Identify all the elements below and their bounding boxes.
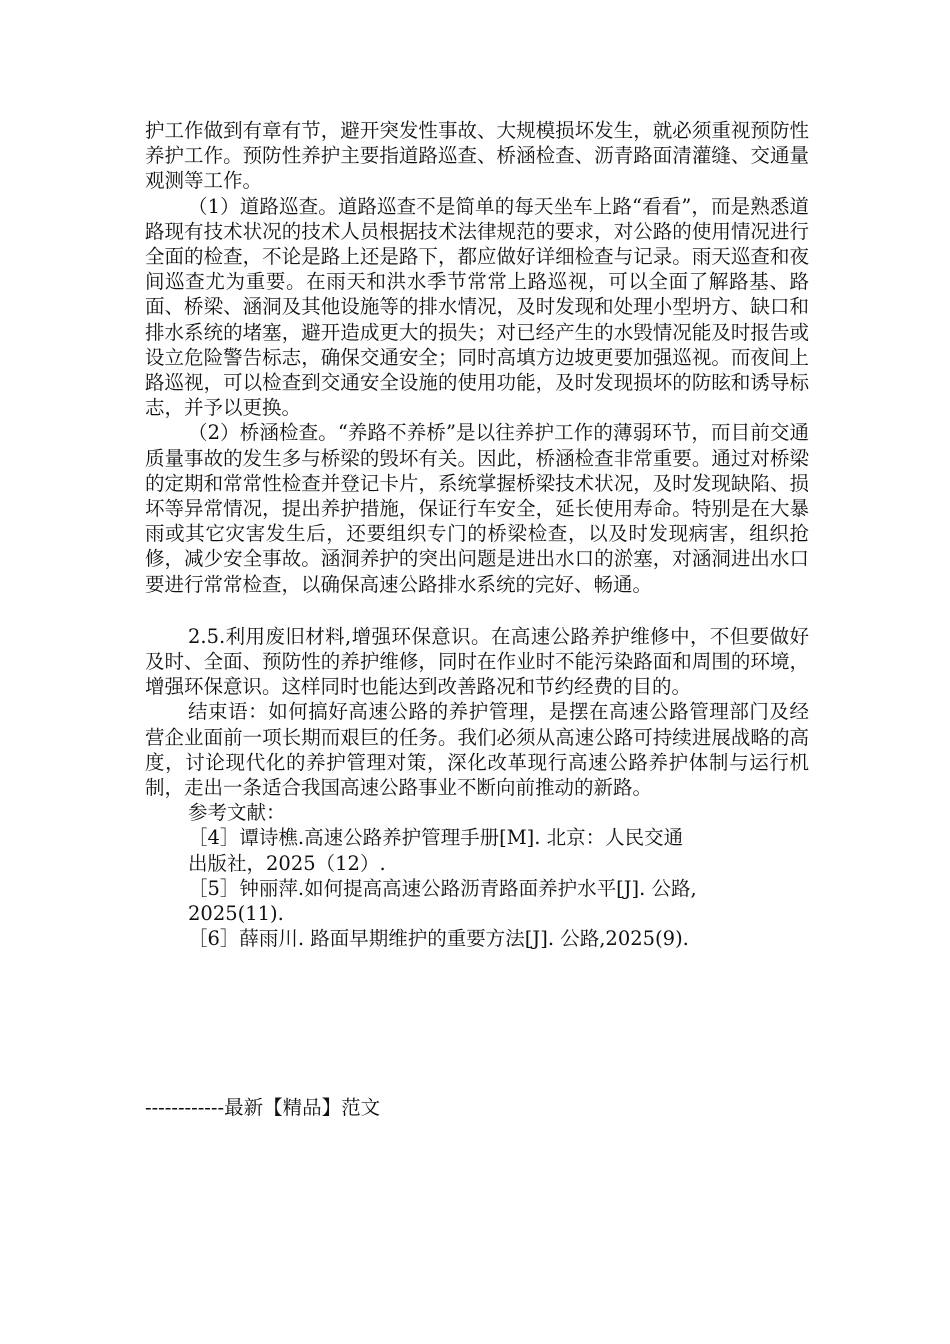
paragraph-recycling: 2.5.利用废旧材料,增强环保意识。在高速公路养护维修中，不但要做好及时、全面、预防性的养护维修，同时在作业时不能污染路面和周围的环境，增强环保意识。这样同时也能达到改善路况和节约经费的目的。 [145, 624, 809, 699]
reference-5-line-1: ［5］钟丽萍.如何提高高速公路沥青路面养护水平[J]. 公路, [188, 876, 697, 900]
paragraph-gap [145, 597, 809, 624]
reference-6: ［6］薛雨川. 路面早期维护的重要方法[J]. 公路,2025(9). [188, 927, 689, 951]
paragraph-bridge-inspection: （2）桥涵检查。“养路不养桥”是以往养护工作的薄弱环节，而目前交通质量事故的发生多与桥梁的毁坏有关。因此，桥涵检查非常重要。通过对桥梁的定期和常常性检查并登记卡片，系统掌握桥梁技术状况，及时发现缺陷、损坏等异常情况，提出养护措施，保证行车安全，延长使用寿命。特别是在大暴雨或其它灾害发生后，还要组织专门的桥梁检查，以及时发现病害，组织抢修，减少安全事故。涵洞养护的突出问题是进出水口的淤塞，对涵洞进出水口要进行常常检查，以确保高速公路排水系统的完好、畅通。 [145, 421, 809, 596]
paragraph-preventive-maintenance: 护工作做到有章有节，避开突发性事故、大规模损坏发生，就必须重视预防性养护工作。预防性养护主要指道路巡查、桥涵检查、沥青路面清灌缝、交通量观测等工作。 [145, 119, 809, 193]
reference-5-line-2: 2025(11). [188, 902, 284, 926]
reference-4-line-2: 出版社，2025（12）. [188, 851, 386, 875]
references-heading: 参考文献： [188, 801, 286, 825]
footer-label: ------------最新【精品】范文 [145, 1096, 381, 1119]
paragraph-road-patrol: （1）道路巡查。道路巡查不是简单的每天坐车上路“看看”，而是熟悉道路现有技术状况的技术人员根据技术法律规范的要求，对公路的使用情况进行全面的检查，不论是路上还是路下，都应做好详细检查与记录。雨天巡查和夜间巡查尤为重要。在雨天和洪水季节常常上路巡视，可以全面了解路基、路面、桥梁、涵洞及其他设施等的排水情况，及时发现和处理小型坍方、缺口和排水系统的堵塞，避开造成更大的损失；对已经产生的水毁情况能及时报告或设立危险警告标志，确保交通安全；同时高填方边坡更要加强巡视。而夜间上路巡视，可以检查到交通安全设施的使用功能，及时发现损坏的防眩和诱导标志，并予以更换。 [145, 194, 809, 420]
paragraph-conclusion: 结束语：如何搞好高速公路的养护管理，是摆在高速公路管理部门及经营企业面前一项长期而艰巨的任务。我们必须从高速公路可持续进展战略的高度，讨论现代化的养护管理对策，深化改革现行高速公路养护体制与运行机制，走出一条适合我国高速公路事业不断向前推动的新路。 [145, 700, 809, 800]
document-body [145, 118, 809, 952]
reference-4-line-1: ［4］谭诗樵.高速公路养护管理手册[M]. 北京：人民交通 [188, 826, 684, 850]
